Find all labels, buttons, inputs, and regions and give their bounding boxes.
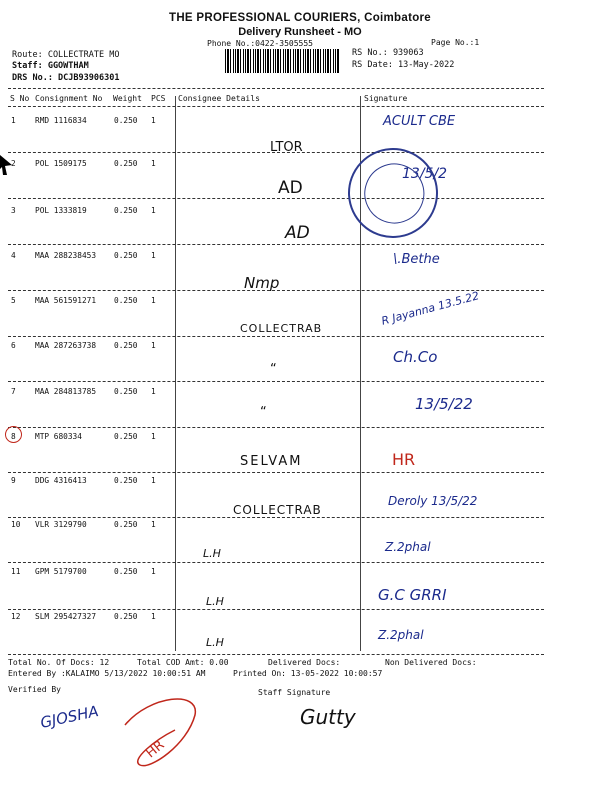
row-sno: 12 xyxy=(11,612,21,621)
row-consignment: GPM 5179700 xyxy=(35,567,87,576)
row-signature: \.Bethe xyxy=(393,252,440,267)
row-pcs: 1 xyxy=(151,520,156,529)
row-rule xyxy=(8,152,544,153)
non-delivered-docs: Non Delivered Docs: xyxy=(385,658,477,667)
row-weight: 0.250 xyxy=(114,159,138,168)
total-cod: Total COD Amt: 0.00 xyxy=(137,658,229,667)
row-consignment: MAA 287263738 xyxy=(35,341,97,350)
row-consignee-note: “ xyxy=(270,362,277,377)
row-consignee-note: COLLECTRAB xyxy=(240,322,323,335)
row-sno: 1 xyxy=(11,116,16,125)
row-consignment: MAA 561591271 xyxy=(35,296,97,305)
row-consignee-note: “ xyxy=(260,405,267,420)
row-pcs: 1 xyxy=(151,432,156,441)
entered-by: Entered By :KALAIMO 5/13/2022 10:00:51 AM xyxy=(8,669,206,678)
document-title: THE PROFESSIONAL COURIERS, Coimbatore xyxy=(169,12,431,24)
row-signature: Z.2phal xyxy=(378,628,424,642)
row-weight: 0.250 xyxy=(114,206,138,215)
row-pcs: 1 xyxy=(151,387,156,396)
row-consignee-note: LTOR xyxy=(270,140,303,155)
printed-on: Printed On: 13-05-2022 10:00:57 xyxy=(233,669,383,678)
row-signature: 13/5/22 xyxy=(415,395,473,413)
row-weight: 0.250 xyxy=(114,387,138,396)
row-sno: 4 xyxy=(11,251,16,260)
row-sno: 7 xyxy=(11,387,16,396)
row-rule xyxy=(8,609,544,610)
staff-signature: Gutty xyxy=(300,705,356,729)
row-weight: 0.250 xyxy=(114,612,138,621)
row-sno: 8 xyxy=(11,432,16,441)
row-weight: 0.250 xyxy=(114,567,138,576)
row-consignment: SLM 295427327 xyxy=(35,612,97,621)
row-consignee-note: L.H xyxy=(206,595,224,608)
column-header-signature: Signature xyxy=(364,94,408,103)
staff-signature-label: Staff Signature xyxy=(258,688,331,697)
row-signature: HR xyxy=(392,450,416,469)
row-consignment: MAA 288238453 xyxy=(35,251,97,260)
total-docs: Total No. Of Docs: 12 xyxy=(8,658,110,667)
row-sno: 5 xyxy=(11,296,16,305)
header-top-rule xyxy=(8,88,544,89)
row-signature: Ch.Co xyxy=(393,348,438,366)
column-header-weight: Weight xyxy=(113,94,142,103)
row-consignee-note: L.H xyxy=(203,547,221,560)
row-rule xyxy=(8,336,544,337)
row-signature: Z.2phal xyxy=(385,540,431,554)
row-sno: 2 xyxy=(11,159,16,168)
row-signature: R Jayanna 13.5.22 xyxy=(380,289,481,328)
row-signature: ACULT CBE xyxy=(383,114,456,129)
row-sno: 9 xyxy=(11,476,16,485)
row-rule xyxy=(8,290,544,291)
verified-by-label: Verified By xyxy=(8,685,61,694)
row-consignment: POL 1333819 xyxy=(35,206,87,215)
row-consignee-note: SELVAM xyxy=(240,454,303,469)
row-pcs: 1 xyxy=(151,159,156,168)
row-pcs: 1 xyxy=(151,612,156,621)
row-signature: 13/5/2 xyxy=(402,166,448,182)
row-consignee-note: COLLECTRAB xyxy=(233,503,322,517)
row-pcs: 1 xyxy=(151,567,156,576)
row-pcs: 1 xyxy=(151,476,156,485)
column-header-consignee: Consignee Details xyxy=(178,94,260,103)
row-sno: 6 xyxy=(11,341,16,350)
row-pcs: 1 xyxy=(151,116,156,125)
row-weight: 0.250 xyxy=(114,296,138,305)
column-header-sno: S No xyxy=(10,94,30,103)
drs-number: DRS No.: DCJB93906301 xyxy=(12,73,120,83)
row-pcs: 1 xyxy=(151,206,156,215)
row-sno: 10 xyxy=(11,520,21,529)
row-signature: G.C GRRI xyxy=(378,586,447,604)
row-consignment: DDG 4316413 xyxy=(35,476,87,485)
rs-date: RS Date: 13-May-2022 xyxy=(352,60,455,70)
seal-inner-ring xyxy=(354,154,434,234)
row-weight: 0.250 xyxy=(114,476,138,485)
row-rule xyxy=(8,654,544,655)
header-bottom-rule xyxy=(8,106,544,107)
row-sno: 3 xyxy=(11,206,16,215)
row-signature: Deroly 13/5/22 xyxy=(388,494,478,508)
row-pcs: 1 xyxy=(151,251,156,260)
row-rule xyxy=(8,472,544,473)
column-header-consignment: Consignment No xyxy=(35,94,103,103)
red-scribble-text: HR xyxy=(143,737,168,762)
column-divider-consignee xyxy=(175,96,176,651)
row-weight: 0.250 xyxy=(114,432,138,441)
row-rule xyxy=(8,381,544,382)
row-sno: 11 xyxy=(11,567,21,576)
row-pcs: 1 xyxy=(151,341,156,350)
row-consignment: POL 1509175 xyxy=(35,159,87,168)
row-weight: 0.250 xyxy=(114,341,138,350)
row-rule xyxy=(8,244,544,245)
row-consignment: RMD 1116834 xyxy=(35,116,87,125)
rs-number: RS No.: 939063 xyxy=(352,48,424,58)
row-consignee-note: Nmp xyxy=(244,274,280,292)
row-weight: 0.250 xyxy=(114,116,138,125)
document-subtitle: Delivery Runsheet - MO xyxy=(238,26,362,38)
verifier-signature: GJOSHA xyxy=(38,702,101,732)
staff-label: Staff: GGOWTHAM xyxy=(12,61,89,71)
row-consignment: VLR 3129790 xyxy=(35,520,87,529)
scan-arrow-icon xyxy=(0,155,14,177)
row-weight: 0.250 xyxy=(114,251,138,260)
page-number: Page No.:1 xyxy=(431,38,480,47)
delivered-docs: Delivered Docs: xyxy=(268,658,341,667)
row-rule xyxy=(8,517,544,518)
row-consignment: MAA 284813785 xyxy=(35,387,97,396)
row-weight: 0.250 xyxy=(114,520,138,529)
row-rule xyxy=(8,198,544,199)
phone-number: Phone No.:0422-3505555 xyxy=(207,39,313,48)
row-consignment: MTP 680334 xyxy=(35,432,82,441)
red-scribble-mark xyxy=(115,685,210,785)
row-pcs: 1 xyxy=(151,296,156,305)
row-consignee-note: AD xyxy=(278,178,303,198)
row-consignee-note: AD xyxy=(285,223,310,243)
column-header-pcs: PCS xyxy=(151,94,166,103)
row-rule xyxy=(8,427,544,428)
route-label: Route: COLLECTRATE MO xyxy=(12,50,120,60)
row-consignee-note: L.H xyxy=(206,636,224,649)
row-rule xyxy=(8,562,544,563)
barcode xyxy=(225,49,340,73)
